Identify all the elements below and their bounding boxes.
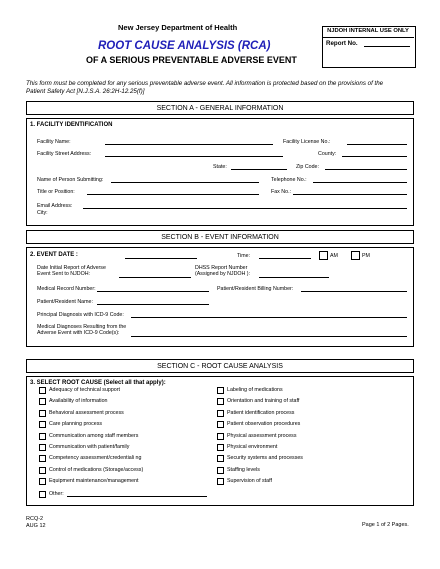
pm-label: PM — [362, 253, 370, 259]
root-cause-item-checkbox[interactable] — [39, 455, 46, 462]
county-label: County: — [318, 151, 337, 157]
root-cause-item-label: Communication with patient/family — [49, 444, 130, 450]
telephone-field[interactable] — [313, 182, 407, 183]
initial-report-label-1: Date Initial Report of Adverse — [37, 265, 106, 271]
root-cause-item-label: Adequacy of technical support — [49, 387, 120, 393]
root-cause-item-label: Staffing levels — [227, 466, 260, 473]
intro-text: This form must be completed for any serious preventable adverse event. All information is protected based on the provisions of the Patient Safety Act [N.J.S.A. 26:2H-12.25(f)] — [26, 80, 384, 96]
root-cause-item-checkbox[interactable] — [217, 455, 224, 462]
person-submitting-label: Name of Person Submitting: — [37, 177, 104, 183]
city-label: City: — [37, 210, 48, 216]
section-b-header: SECTION B - EVENT INFORMATION — [26, 230, 414, 244]
facility-identification-block — [26, 118, 414, 226]
root-cause-item-label: Control of medications (Storage/access) — [49, 466, 144, 473]
root-cause-item-label: Communication among staff members — [49, 432, 139, 439]
initial-report-label-2: Event Sent to NJDOH: — [37, 271, 90, 277]
root-cause-title: 3. SELECT ROOT CAUSE (Select all that apply): — [30, 380, 166, 386]
facility-name-label: Facility Name: — [37, 139, 71, 145]
root-cause-item-checkbox[interactable] — [39, 478, 46, 485]
am-label: AM — [330, 253, 338, 259]
report-no-field[interactable] — [364, 46, 410, 47]
root-cause-item-label: Labeling of medications — [227, 387, 283, 393]
principal-diagnosis-field[interactable] — [131, 317, 407, 318]
root-cause-item-label: Competency assessment/credentiali ng — [49, 455, 142, 462]
root-cause-item-checkbox[interactable] — [217, 467, 224, 474]
fax-label: Fax No.: — [271, 189, 292, 195]
root-cause-item-checkbox[interactable] — [39, 467, 46, 474]
state-field[interactable] — [231, 169, 287, 170]
root-cause-item-checkbox[interactable] — [217, 398, 224, 405]
organization-name: New Jersey Department of Health — [118, 23, 238, 32]
root-cause-item-label: Behavioral assessment process — [49, 409, 124, 416]
report-no-label: Report No. — [326, 40, 358, 47]
dhss-report-field[interactable] — [259, 277, 329, 278]
dhss-report-label-2: (Assigned by NJDOH ): — [195, 271, 251, 277]
root-cause-item-checkbox[interactable] — [217, 421, 224, 428]
street-address-field[interactable] — [105, 156, 283, 157]
root-cause-item-checkbox[interactable] — [39, 398, 46, 405]
medical-diagnoses-field[interactable] — [131, 336, 407, 337]
root-cause-item-label: Security systems and processes — [227, 455, 303, 462]
other-field[interactable] — [67, 496, 207, 497]
root-cause-item-checkbox[interactable] — [217, 478, 224, 485]
root-cause-block — [26, 376, 414, 506]
other-checkbox[interactable] — [39, 491, 46, 498]
email-label: Email Address: — [37, 203, 73, 209]
medical-record-label: Medical Record Number: — [37, 286, 96, 292]
internal-use-heading: NJDOH INTERNAL USE ONLY — [322, 26, 414, 38]
other-label: Other: — [49, 491, 64, 497]
root-cause-item-label: Physical assessment process — [227, 432, 297, 439]
root-cause-item-label: Patient observation procedures — [227, 421, 301, 428]
form-subtitle: OF A SERIOUS PREVENTABLE ADVERSE EVENT — [86, 55, 297, 65]
root-cause-item-checkbox[interactable] — [39, 444, 46, 451]
title-position-label: Title or Position: — [37, 189, 75, 195]
root-cause-item-checkbox[interactable] — [217, 410, 224, 417]
initial-report-field[interactable] — [119, 277, 191, 278]
root-cause-item-checkbox[interactable] — [39, 421, 46, 428]
billing-number-label: Patient/Resident Billing Number: — [217, 286, 294, 292]
dhss-report-label-1: DHSS Report Number — [195, 265, 248, 271]
form-title: ROOT CAUSE ANALYSIS (RCA) — [98, 40, 271, 52]
email-field[interactable] — [83, 208, 407, 209]
principal-diagnosis-label: Principal Diagnosis with ICD-9 Code: — [37, 312, 124, 318]
medical-diagnoses-label-2: Adverse Event with ICD-9 Code(s): — [37, 330, 120, 336]
root-cause-item-label: Patient identification process — [227, 409, 295, 416]
root-cause-item-checkbox[interactable] — [217, 433, 224, 440]
root-cause-item-checkbox[interactable] — [39, 387, 46, 394]
page-number: Page 1 of 2 Pages. — [362, 522, 409, 528]
root-cause-item-checkbox[interactable] — [39, 433, 46, 440]
zip-code-field[interactable] — [325, 169, 407, 170]
street-address-label: Facility Street Address: — [37, 151, 92, 157]
pm-checkbox[interactable] — [351, 251, 360, 260]
county-field[interactable] — [342, 156, 407, 157]
section-c-header: SECTION C - ROOT CAUSE ANALYSIS — [26, 359, 414, 373]
event-information-block — [26, 247, 414, 347]
root-cause-item-checkbox[interactable] — [217, 444, 224, 451]
root-cause-item-label: Supervision of staff — [227, 478, 272, 485]
patient-name-label: Patient/Resident Name: — [37, 299, 93, 305]
root-cause-item-label: Care planning process — [49, 421, 102, 428]
form-id: RCQ-2 — [26, 516, 44, 522]
telephone-label: Telephone No.: — [271, 177, 307, 183]
am-checkbox[interactable] — [319, 251, 328, 260]
section-a-header: SECTION A - GENERAL INFORMATION — [26, 101, 414, 115]
time-label: Time: — [237, 253, 251, 259]
person-submitting-field[interactable] — [111, 182, 259, 183]
event-date-label: 2. EVENT DATE : — [30, 252, 78, 258]
event-date-field[interactable] — [125, 258, 197, 259]
medical-diagnoses-label-1: Medical Diagnoses Resulting from the — [37, 324, 127, 330]
facility-license-label: Facility License No.: — [283, 139, 331, 145]
form-date: AUG 12 — [26, 523, 46, 529]
billing-number-field[interactable] — [301, 291, 407, 292]
facility-license-field[interactable] — [347, 144, 407, 145]
root-cause-item-label: Availability of information — [49, 398, 108, 405]
root-cause-item-label: Orientation and training of staff — [227, 398, 300, 405]
facility-identification-title: 1. FACILITY IDENTIFICATION — [30, 122, 113, 128]
root-cause-item-checkbox[interactable] — [39, 410, 46, 417]
root-cause-item-label: Physical environment — [227, 444, 278, 450]
patient-name-field[interactable] — [97, 304, 209, 305]
state-label: State: — [213, 164, 227, 170]
medical-record-field[interactable] — [97, 291, 209, 292]
time-field[interactable] — [259, 258, 311, 259]
zip-code-label: Zip Code: — [296, 164, 319, 170]
facility-name-field[interactable] — [105, 144, 273, 145]
root-cause-item-label: Equipment maintenance/management — [49, 478, 139, 485]
root-cause-item-checkbox[interactable] — [217, 387, 224, 394]
fax-field[interactable] — [293, 194, 407, 195]
title-position-field[interactable] — [87, 194, 259, 195]
